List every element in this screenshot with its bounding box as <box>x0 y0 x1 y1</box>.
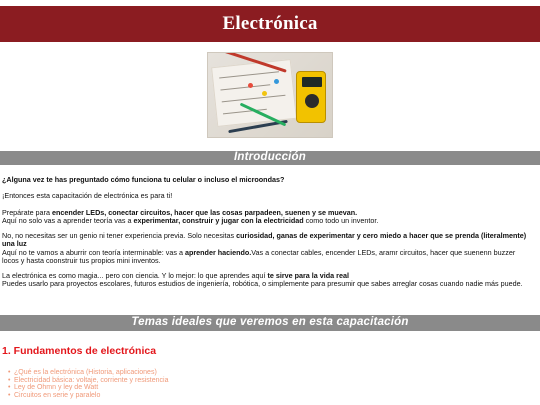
intro-p4: La electrónica es como magia... pero con ciencia. Y lo mejor: lo que aprendes aquí te sirve para la vida real Puedes usarlo para proyectos escolares, futuros estudios de ingeniería, robótica, o simplemente para presumir que sabes arreglar cosas cuando nadie más puede. <box>2 270 523 289</box>
intro-p2: Prepárate para encender LEDs, conectar circuitos, hacer que las cosas parpadeen, suenen y se muevan. Aquí no solo vas a aprender teoría vas a experimentar, construir y jugar con la electricidad como todo un inventor. <box>2 207 379 226</box>
intro-content <box>2 176 534 295</box>
intro-question: ¿Alguna vez te has preguntado cómo funciona tu celular o incluso el microondas? <box>2 175 285 184</box>
led-red <box>248 83 253 88</box>
led-blue <box>274 79 279 84</box>
list-item: • Ley de Ohmn y ley de Watt <box>8 384 99 392</box>
section-bar-intro <box>0 151 540 165</box>
list-item: • ¿Qué es la electrónica (Historia, aplicaciones) <box>8 369 157 376</box>
section-title-topics: Temas ideales que veremos en esta capacitación <box>131 316 409 329</box>
hero-image <box>207 52 333 138</box>
intro-p3: No, no necesitas ser un genio ni tener experiencia previa. Solo necesitas curiosidad, ganas de experimentar y cero miedo a hacer que se prenda (literalmente) una luz Aquí no te vamos a aburrir con teoría interminable: vas a aprender haciendo.Vas a conectar cables, encender LEDs, aramr circuitos, hacer que suenenn buzzer locos y hasta coonstruir tus propios mini inventos. <box>2 230 527 266</box>
multimeter <box>296 71 326 123</box>
page-title: Electrónica <box>222 12 318 34</box>
list-item: • Circuitos en serie y paralelo <box>8 392 101 400</box>
section-bar-topics <box>0 315 540 331</box>
multimeter-screen <box>302 77 322 87</box>
section-title-intro: Introducción <box>233 151 307 164</box>
list-item: • Electricidad básica: voltaje, corriente y resistencia <box>8 376 169 384</box>
intro-p1: ¡Entonces esta capacitación de electrónica es para ti! <box>2 191 173 201</box>
header-banner <box>0 6 540 42</box>
module-topic-list <box>8 369 168 400</box>
module-title: 1. Fundamentos de electrónica <box>2 345 157 357</box>
multimeter-dial <box>305 94 319 108</box>
led-yellow <box>262 91 267 96</box>
